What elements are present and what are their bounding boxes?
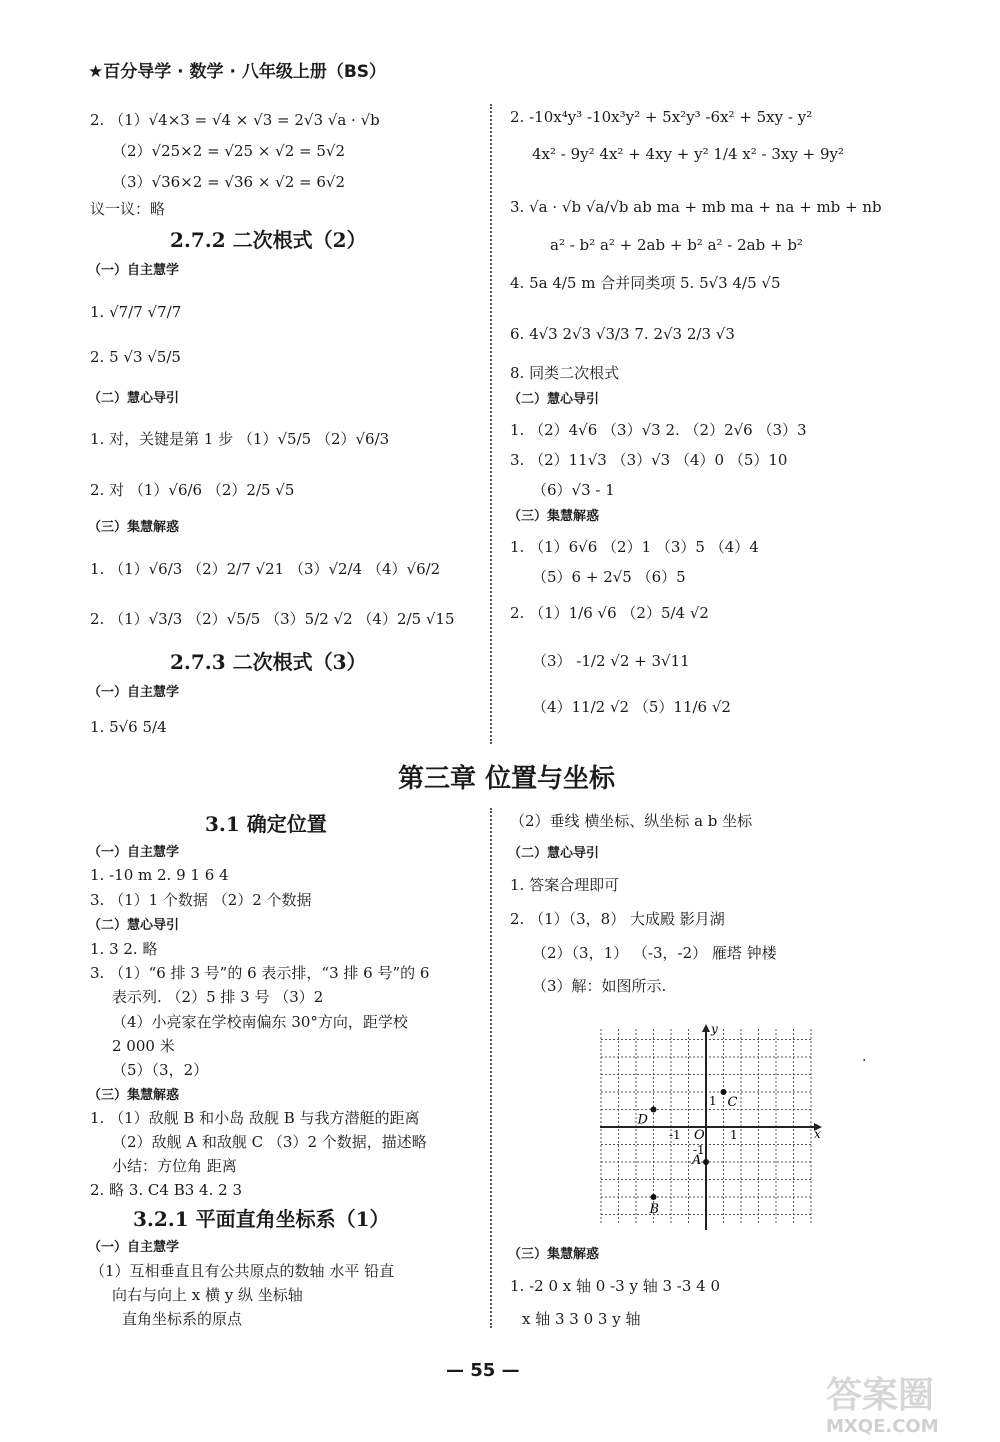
answer-line: 1. √7/7 √7/7 [90,303,182,321]
answer-line: 3. （1）1 个数据 （2）2 个数据 [90,891,312,909]
y-axis-label: y [711,1022,718,1036]
section-title: 2.7.2 二次根式（2） [170,228,367,252]
subsection-title: （一）自主慧学 [88,1240,180,1255]
answer-line: 1. 对，关键是第 1 步 （1）√5/5 （2）√6/3 [90,430,390,448]
answer-line: 8. 同类二次根式 [510,364,620,382]
answer-line: （1）互相垂直且有公共原点的数轴 水平 铅直 [90,1262,395,1280]
answer-line: 2. （1）√4×3 = √4 × √3 = 2√3 √a · √b [90,111,380,129]
answer-line: 1. 3 2. 略 [90,940,158,958]
point-label-B: B [649,1202,660,1217]
answer-line: 1. （1）√6/3 （2）2/7 √21 （3）√2/4 （4）√6/2 [90,560,441,578]
answer-line: 2. （1）（3，8） 大成殿 影月湖 [510,910,725,928]
subsection-title: （二）慧心导引 [88,918,180,933]
answer-line: 2. 5 √3 √5/5 [90,348,181,366]
tick-label-x-neg1: -1 [669,1128,681,1142]
answer-line: 直角坐标系的原点 [122,1310,243,1328]
subsection-title: （二）慧心导引 [508,846,600,861]
answer-line: 2. 略 3. C4 B3 4. 2 3 [90,1181,242,1199]
subsection-title: （一）自主慧学 [88,263,180,278]
point-C [721,1089,727,1095]
subsection-title: （三）集慧解惑 [88,1088,180,1103]
answer-line: 2 000 米 [112,1037,175,1055]
answer-line: x 轴 3 3 0 3 y 轴 [522,1310,641,1328]
answer-line: （4）11/2 √2 （5）11/6 √2 [532,698,731,716]
answer-line: 2. -10x⁴y³ -10x³y² + 5x²y³ -6x² + 5xy - y² [510,108,813,126]
page-number: — 55 — [446,1360,520,1381]
subsection-title: （三）集慧解惑 [88,520,180,535]
answer-line: 2. （1）√3/3 （2）√5/5 （3）5/2 √2 （4）2/5 √15 [90,610,455,628]
origin-label: O [694,1128,705,1143]
section-title: 3.2.1 平面直角坐标系（1） [133,1207,390,1231]
answer-line: 1. -2 0 x 轴 0 -3 y 轴 3 -3 4 0 [510,1277,721,1295]
answer-line: 1. 5√6 5/4 [90,718,167,736]
answer-line: 向右与向上 x 横 y 纵 坐标轴 [112,1286,303,1304]
answer-line: 6. 4√3 2√3 √3/3 7. 2√3 2/3 √3 [510,325,735,343]
tick-label-x-pos1: 1 [730,1128,738,1142]
answer-line: 3. √a · √b √a/√b ab ma + mb ma + na + mb + nb [510,198,882,216]
subsection-title: （一）自主慧学 [88,685,180,700]
answer-line: 3. （2）11√3 （3）√3 （4）0 （5）10 [510,451,788,469]
point-A [703,1159,709,1165]
answer-line: 小结：方位角 距离 [112,1157,237,1175]
subsection-title: （二）慧心导引 [508,392,600,407]
point-label-D: D [637,1112,648,1128]
stray-dot: . [862,1049,867,1065]
answer-line: 1. （1）敌舰 B 和小岛 敌舰 B 与我方潜艇的距离 [90,1109,420,1127]
answer-line: （3） -1/2 √2 + 3√11 [532,652,690,670]
watermark-logo: 答案圈 [826,1375,935,1416]
page-header: ★百分导学 · 数学 · 八年级上册（BS） [88,62,387,82]
coordinate-grid-figure [590,1020,830,1235]
column-divider-top [490,104,492,744]
answer-line: 1. -10 m 2. 9 1 6 4 [90,866,229,884]
answer-line: 4. 5a 4/5 m 合并同类项 5. 5√3 4/5 √5 [510,274,781,292]
watermark-url: MXQE.COM [826,1416,939,1437]
answer-line: 议一议：略 [90,200,166,218]
answer-line: 1. （2）4√6 （3）√3 2. （2）2√6 （3）3 [510,421,807,439]
subsection-title: （三）集慧解惑 [508,509,600,524]
answer-line: 1. 答案合理即可 [510,876,620,894]
answer-line: （3）√36×2 = √36 × √2 = 6√2 [112,173,346,191]
answer-line: （2）√25×2 = √25 × √2 = 5√2 [112,142,346,160]
point-label-A: A [692,1153,702,1168]
section-title: 2.7.3 二次根式（3） [170,650,367,674]
subsection-title: （三）集慧解惑 [508,1247,600,1262]
chapter-title: 第三章 位置与坐标 [398,764,616,794]
column-divider-bottom [490,808,492,1328]
answer-line: 2. 对 （1）√6/6 （2）2/5 √5 [90,481,295,499]
answer-line: a² - b² a² + 2ab + b² a² - 2ab + b² [550,236,803,254]
answer-line: （4）小亮家在学校南偏东 30°方向，距学校 [112,1013,408,1031]
subsection-title: （一）自主慧学 [88,845,180,860]
answer-line: （6）√3 - 1 [532,481,615,499]
point-label-C: C [727,1095,738,1110]
answer-line: （5）6 + 2√5 （6）5 [532,568,686,586]
y-axis-arrow [702,1024,710,1032]
answer-line: 4x² - 9y² 4x² + 4xy + y² 1/4 x² - 3xy + 9y² [532,145,844,163]
x-axis-label: x [814,1127,821,1141]
subsection-title: （二）慧心导引 [88,391,180,406]
answer-line: （2）垂线 横坐标、纵坐标 a b 坐标 [510,812,753,830]
section-title: 3.1 确定位置 [205,812,327,836]
answer-line: （2）敌舰 A 和敌舰 C （3）2 个数据，描述略 [112,1133,427,1151]
tick-label-y-neg1: -1 [693,1143,705,1157]
tick-label-y-pos1: 1 [709,1094,717,1108]
answer-line: 2. （1）1/6 √6 （2）5/4 √2 [510,604,709,622]
answer-line: （5）（3，2） [112,1061,209,1079]
point-D [651,1107,657,1113]
answer-line: 1. （1）6√6 （2）1 （3）5 （4）4 [510,538,759,556]
point-B [651,1194,657,1200]
answer-line: 3. （1）“6 排 3 号”的 6 表示排，“3 排 6 号”的 6 [90,964,430,982]
answer-line: （3）解：如图所示. [532,977,667,995]
answer-line: 表示列. （2）5 排 3 号 （3）2 [112,988,324,1006]
answer-line: （2）（3，1） （-3，-2） 雁塔 钟楼 [532,944,777,962]
